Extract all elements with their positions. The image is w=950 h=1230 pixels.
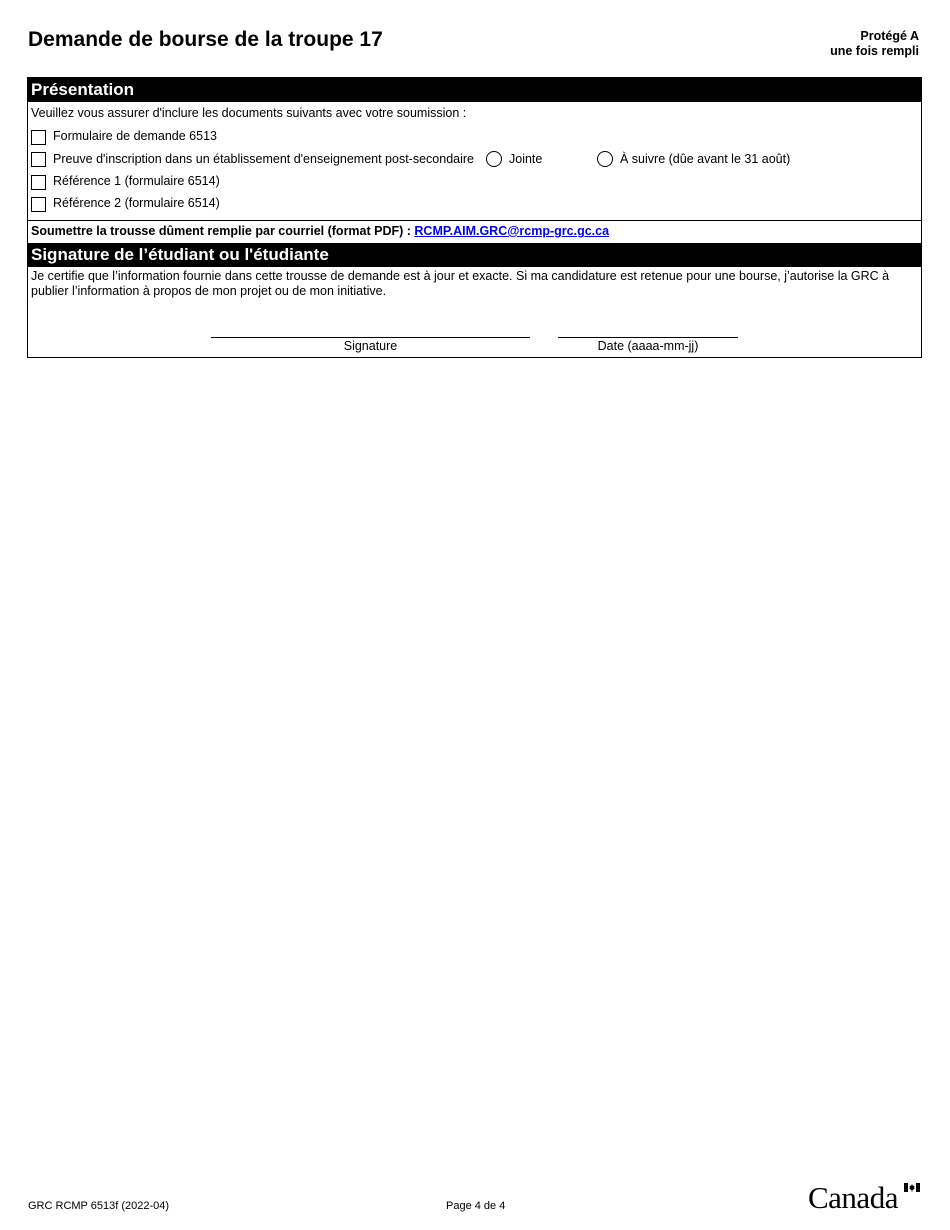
date-line[interactable] xyxy=(558,337,738,338)
signature-line[interactable] xyxy=(211,337,530,338)
radio-attached[interactable] xyxy=(486,151,502,167)
signature-label: Signature xyxy=(343,339,398,353)
radio-label-to-follow: À suivre (dûe avant le 31 août) xyxy=(620,152,791,166)
checkbox-label-reference-2: Référence 2 (formulaire 6514) xyxy=(53,196,220,210)
submit-email-link[interactable]: RCMP.AIM.GRC@rcmp-grc.gc.ca xyxy=(414,224,610,238)
submit-instruction xyxy=(31,224,609,238)
checkbox-label-application-form: Formulaire de demande 6513 xyxy=(53,129,217,143)
form-box xyxy=(27,77,922,358)
protected-line-2: une fois rempli xyxy=(830,44,919,58)
checkbox-reference-2[interactable] xyxy=(31,197,46,212)
page-number: Page 4 de 4 xyxy=(446,1200,506,1212)
form-number: GRC RCMP 6513f (2022-04) xyxy=(28,1200,170,1212)
checkbox-label-proof-enrollment: Preuve d'inscription dans un établissement d'enseignement post-secondaire xyxy=(53,152,474,166)
radio-to-follow[interactable] xyxy=(597,151,613,167)
checkbox-reference-1[interactable] xyxy=(31,175,46,190)
presentation-intro: Veuillez vous assurer d'inclure les documents suivants avec votre soumission : xyxy=(31,106,467,120)
protected-line-1: Protégé A xyxy=(860,29,919,43)
checkbox-label-reference-1: Référence 1 (formulaire 6514) xyxy=(53,174,220,188)
checkbox-proof-enrollment[interactable] xyxy=(31,152,46,167)
submit-text: Soumettre la trousse dûment remplie par courriel (format PDF) : xyxy=(31,224,415,238)
date-label: Date (aaaa-mm-jj) xyxy=(597,339,699,353)
certification-text: Je certifie que l’information fournie dans cette trousse de demande est à jour et exacte. Si ma candidature est retenue pour une bourse, j’autorise la GRC à publier l’information à propos de mon projet ou de mon initiative. xyxy=(31,269,890,298)
document-title: Demande de bourse de la troupe 17 xyxy=(28,28,383,51)
canada-flag-icon xyxy=(904,1183,920,1192)
checkbox-application-form[interactable] xyxy=(31,130,46,145)
radio-label-attached: Jointe xyxy=(509,152,543,166)
signature-heading: Signature de l’étudiant ou l'étudiante xyxy=(28,243,921,267)
canada-wordmark: Canada xyxy=(808,1180,898,1215)
presentation-heading: Présentation xyxy=(28,78,921,102)
section-divider xyxy=(28,220,921,221)
protected-marking xyxy=(830,29,919,59)
